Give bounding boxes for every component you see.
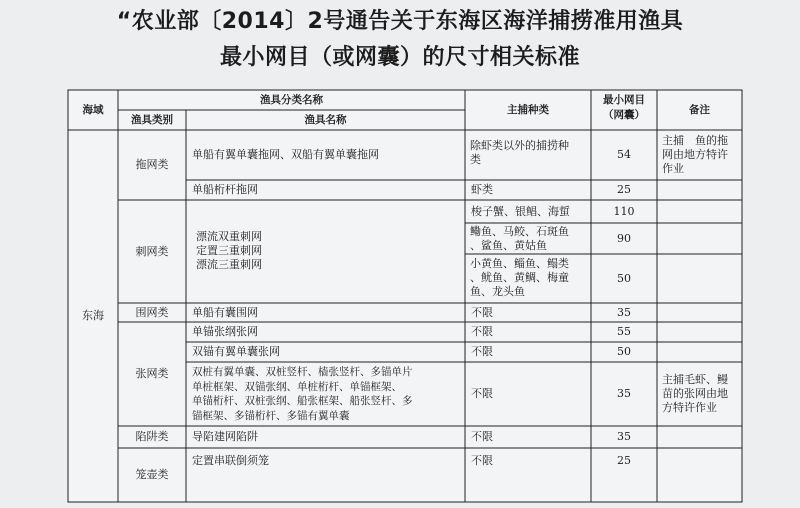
gear-name-r8: 双锚有翼单囊张网 (192, 345, 280, 358)
mesh-r11: 25 (617, 454, 631, 467)
species-r4 (465, 225, 591, 253)
header-remarks: 备注 (689, 104, 710, 116)
remark-r1-line2: 网由地方特许 (662, 148, 728, 161)
species-r6: 不限 (471, 305, 493, 319)
category-pot: 笼壶类 (135, 468, 169, 481)
gear-name-gillnet (186, 230, 465, 278)
species-r3: 梭子蟹、银鲳、海蜇 (471, 204, 570, 218)
mesh-r10: 35 (617, 430, 631, 443)
mesh-r5: 50 (617, 271, 631, 285)
gear-r9-line2: 单桩框架、双锚张纲、单桩桁杆、单锚框架、 (192, 380, 402, 393)
gear-name-r6: 单船有囊围网 (192, 305, 258, 319)
category-stow: 张网类 (135, 367, 169, 380)
mesh-r1: 54 (617, 148, 631, 161)
header-min-mesh-line1: 最小网目 (603, 94, 645, 106)
species-r1-line1: 除虾类以外的捕捞种 (470, 139, 569, 152)
species-r8: 不限 (471, 345, 493, 358)
species-r10: 不限 (471, 430, 493, 443)
remark-r9-line3: 方特许作业 (662, 401, 717, 414)
header-gear-name: 渔具名称 (304, 114, 347, 126)
species-r4-line2: 、鲨鱼、黄姑鱼 (470, 239, 547, 252)
document-title-line1: “农业部〔2014〕2号通告关于东海区海洋捕捞准用渔具 (116, 9, 684, 34)
category-trap: 陷阱类 (135, 430, 169, 443)
gear-name-r1: 单船有翼单囊拖网、双船有翼单囊拖网 (192, 148, 379, 161)
gear-gillnet-line1: 漂流双重刺网 (196, 230, 262, 243)
sea-area-value: 东海 (82, 309, 104, 322)
species-r4-line1: 鳓鱼、马鲛、石斑鱼 (470, 225, 569, 238)
species-r5 (465, 257, 591, 302)
category-purse: 围网类 (135, 305, 169, 319)
header-sea-area: 海域 (82, 104, 104, 116)
mesh-r2: 25 (617, 183, 631, 196)
remark-r9-line1: 主捕毛虾、鳗 (662, 373, 728, 386)
gear-name-r11: 定置串联倒须笼 (192, 454, 269, 467)
header-min-mesh (591, 93, 657, 129)
remark-r1 (657, 134, 742, 178)
category-gillnet: 刺网类 (135, 244, 169, 258)
mesh-r7: 55 (617, 325, 631, 338)
remark-r1-line1: 主捕 鱼的拖 (662, 134, 728, 147)
gear-gillnet-line2: 定置三重刺网 (196, 244, 262, 257)
document-title-line2: 最小网目（或网囊）的尺寸相关标准 (219, 45, 580, 70)
mesh-r3: 110 (613, 204, 635, 218)
mesh-r4: 90 (617, 231, 631, 245)
species-r7: 不限 (471, 325, 493, 338)
gear-r9-line3: 单锚桁杆、双桩张纲、船张框架、船张竖杆、多 (192, 395, 413, 407)
mesh-r9: 35 (617, 387, 631, 400)
category-trawl: 拖网类 (135, 158, 169, 171)
mesh-r6: 35 (617, 305, 631, 319)
species-r5-line1: 小黄鱼、鲻鱼、鳎类 (470, 257, 569, 270)
gear-name-r10: 导陷建网陷阱 (192, 430, 258, 443)
header-gear-classification: 渔具分类名称 (260, 94, 323, 106)
gear-r9-line4: 锚框架、多锚桁杆、多锚有翼单囊 (192, 409, 350, 422)
gear-name-r7: 单锚张纲张网 (192, 325, 258, 338)
species-r5-line3: 鱼、龙头鱼 (470, 285, 525, 298)
mesh-r8: 50 (617, 345, 631, 358)
species-r1-line2: 类 (470, 153, 481, 166)
header-target-species: 主捕种类 (507, 104, 549, 116)
remark-r1-line3: 作业 (662, 162, 684, 175)
gear-gillnet-line3: 漂流三重刺网 (196, 258, 262, 271)
gear-r9-line1: 双桩有翼单囊、双桩竖杆、樯张竖杆、多锚单片 (192, 366, 413, 378)
gear-name-r9 (186, 365, 465, 425)
species-r9: 不限 (471, 387, 493, 400)
gear-name-r2: 单船桁杆拖网 (192, 183, 258, 196)
remark-r9 (657, 373, 742, 419)
header-gear-category: 渔具类别 (131, 114, 173, 126)
species-r11: 不限 (471, 454, 493, 467)
species-r2: 虾类 (471, 183, 493, 196)
remark-r9-line2: 苗的张网由地 (662, 387, 728, 400)
species-r1 (465, 139, 591, 173)
species-r5-line2: 、鱿鱼、黄鲷、梅童 (470, 271, 569, 284)
header-min-mesh-line2: （网囊） (603, 109, 645, 121)
